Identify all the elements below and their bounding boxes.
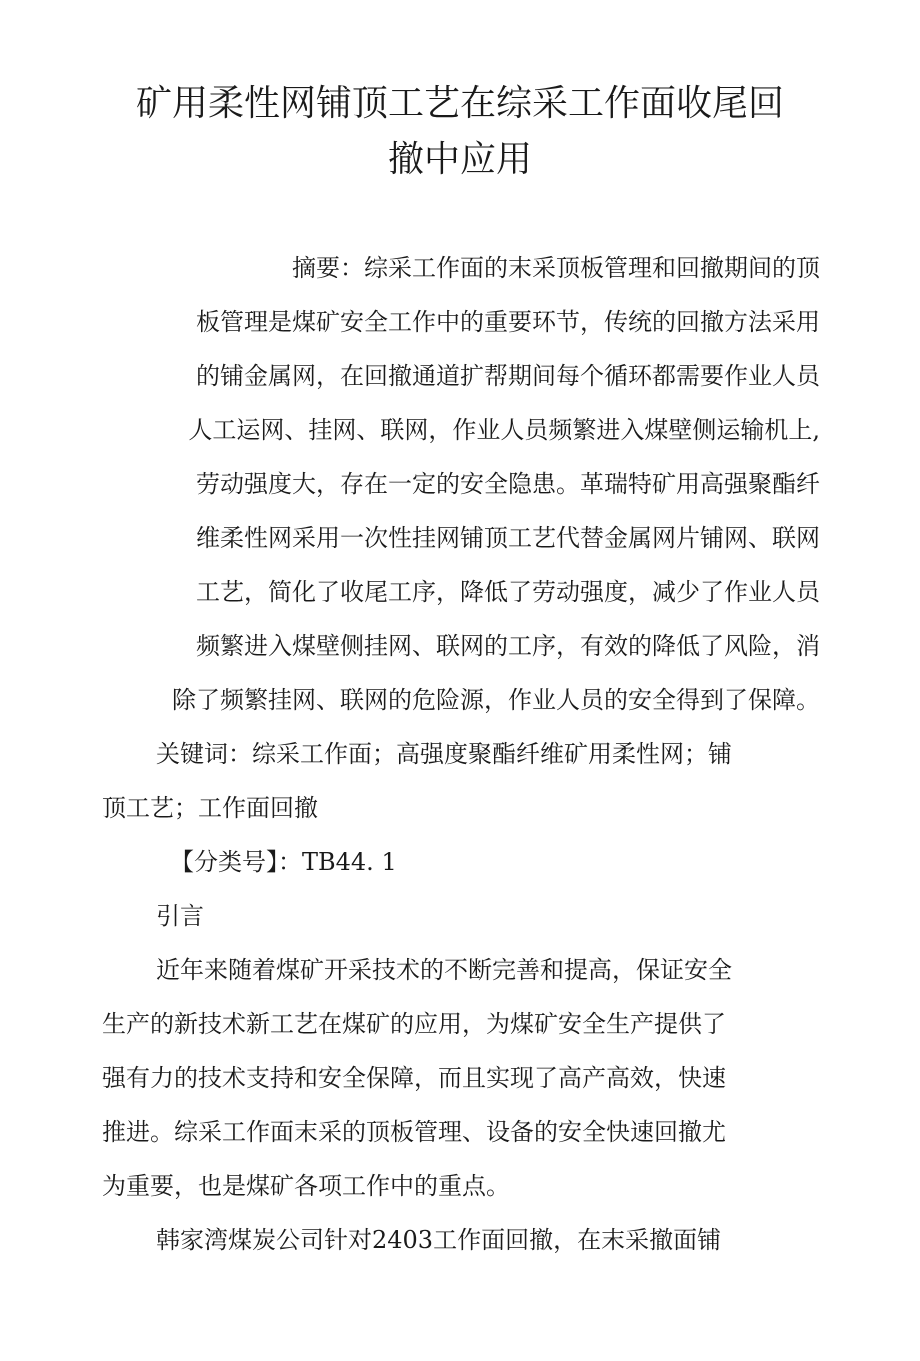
intro-heading: 引言 [156, 902, 204, 930]
abstract-line-1: 摘要：综采工作面的末采顶板管理和回撤期间的顶 [292, 254, 820, 282]
abstract-line-9: 除了频繁挂网、联网的危险源，作业人员的安全得到了保障。 [172, 686, 820, 714]
title-line-1: 矿用柔性网铺顶工艺在综采工作面收尾回 [135, 83, 784, 124]
title-line-2: 撤中应用 [387, 139, 532, 180]
keywords-line-1: 关键词：综采工作面；高强度聚酯纤维矿用柔性网；铺 [156, 740, 732, 768]
abstract-line-3: 的铺金属网，在回撤通道扩帮期间每个循环都需要作业人员 [196, 362, 820, 390]
intro-line-4: 推进。综采工作面末采的顶板管理、设备的安全快速回撤尤 [102, 1118, 726, 1146]
body-paragraph-line: 韩家湾煤炭公司针对2403工作面回撤，在末采撤面铺 [156, 1226, 722, 1254]
intro-line-2: 生产的新技术新工艺在煤矿的应用，为煤矿安全生产提供了 [102, 1010, 726, 1038]
classification-number: 【分类号】：TB44. 1 [170, 848, 397, 876]
abstract-line-2: 板管理是煤矿安全工作中的重要环节，传统的回撤方法采用 [196, 308, 820, 336]
abstract-line-5: 劳动强度大，存在一定的安全隐患。革瑞特矿用高强聚酯纤 [196, 470, 820, 498]
keywords-line-2: 顶工艺；工作面回撤 [102, 794, 318, 822]
intro-line-3: 强有力的技术支持和安全保障，而且实现了高产高效，快速 [102, 1064, 726, 1092]
abstract-line-4: 人工运网、挂网、联网，作业人员频繁进入煤壁侧运输机上, [188, 416, 820, 444]
abstract-line-6: 维柔性网采用一次性挂网铺顶工艺代替金属网片铺网、联网 [196, 524, 820, 552]
intro-line-1: 近年来随着煤矿开采技术的不断完善和提高，保证安全 [156, 956, 732, 984]
abstract-line-7: 工艺，简化了收尾工序，降低了劳动强度，减少了作业人员 [196, 578, 820, 606]
intro-line-5: 为重要，也是煤矿各项工作中的重点。 [102, 1172, 510, 1200]
abstract-line-8: 频繁进入煤壁侧挂网、联网的工序，有效的降低了风险，消 [196, 632, 820, 660]
